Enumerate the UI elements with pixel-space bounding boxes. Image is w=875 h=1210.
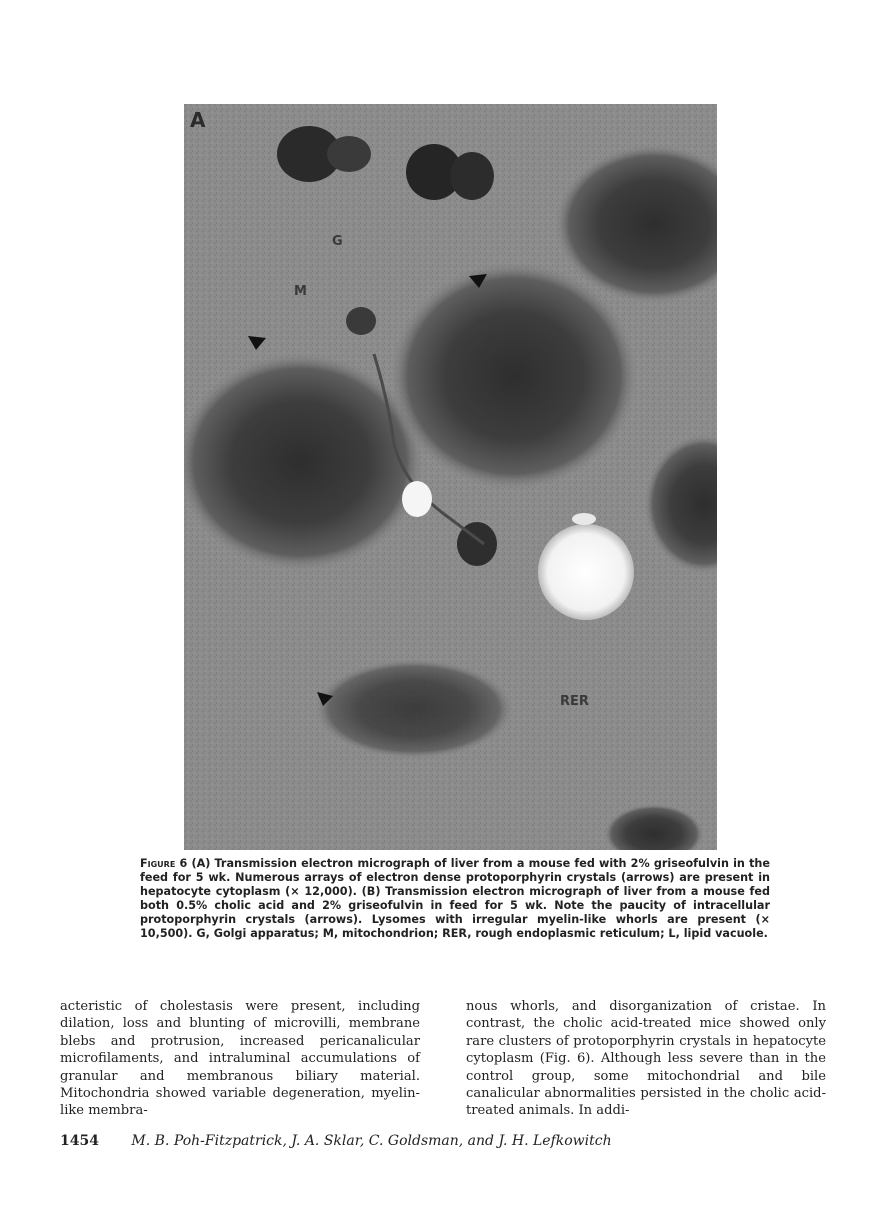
small-vacuole <box>402 481 432 517</box>
crystal-array <box>389 261 639 491</box>
figure-caption <box>140 857 770 941</box>
page-footer <box>60 1133 820 1149</box>
figure-label: Figure 6 <box>140 857 188 870</box>
footer-authors: M. B. Poh-Fitzpatrick, J. A. Sklar, C. Goldsman, and J. H. Lefkowitch <box>131 1133 612 1149</box>
electron-micrograph <box>184 104 717 850</box>
golgi-label: G <box>332 234 343 249</box>
lipid-vacuole <box>538 524 634 620</box>
right-column: nous whorls, and disorganization of cristae. In contrast, the cholic acid-treated mice showed only rare clusters of protoporphyrin crystals in hepatocyte cytoplasm (Fig. 6). Although less severe than in the control group, some mitochondrial and bile canalicular abnormalities persisted in the cholic acid-treated animals. In addi- <box>466 999 826 1119</box>
small-vacuole <box>572 513 596 525</box>
crystal-array <box>184 352 425 572</box>
mitochondrion-label: M <box>294 284 307 299</box>
crystal-array <box>314 659 514 759</box>
page-number: 1454 <box>60 1133 99 1149</box>
caption-text: (A) Transmission electron micrograph of liver from a mouse fed with 2% griseofulvin in the feed for 5 wk. Numerous arrays of electron dense protoporphyrin crystals (arrows) are present in hepatocyte cytoplasm (× 12,000). (B) Transmission electron micrograph of liver from a mouse fed both 0.5% cholic acid and 2% griseofulvin in feed for 5 wk. Note the paucity of intracellular protoporphyrin crystals (arrows). Lysomes with irregular myelin-like whorls are present (× 10,500). G, Golgi apparatus; M, mitochondrion; RER, rough endoplasmic reticulum; L, lipid vacuole. <box>140 857 770 940</box>
lysosome <box>450 152 494 200</box>
rer-label: RER <box>560 694 589 709</box>
panel-label: A <box>190 108 206 132</box>
micrograph-image <box>184 104 717 850</box>
lysosome <box>346 307 376 335</box>
body-text <box>60 998 826 1120</box>
left-column: acteristic of cholestasis were present, including dilation, loss and blunting of microvilli, membrane blebs and protrusion, increased pericanalicular microfilaments, and intraluminal accumulations of granular and membranous biliary material. Mitochondria showed variable degeneration, myelin-like membra- <box>60 999 420 1119</box>
lysosome <box>327 136 371 172</box>
